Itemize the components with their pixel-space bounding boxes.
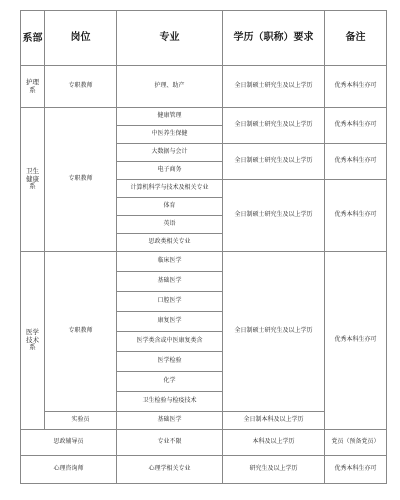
table-row <box>21 252 387 272</box>
remark-cell: 优秀本科生亦可 <box>325 252 387 430</box>
major-cell: 电子商务 <box>117 162 223 180</box>
education-cell: 全日制本科及以上学历 <box>223 412 325 430</box>
education-cell: 全日制硕士研究生及以上学历 <box>223 66 325 108</box>
header-dept: 系部 <box>21 11 45 66</box>
major-cell: 体育 <box>117 198 223 216</box>
position-cell: 心理咨询师 <box>21 456 117 484</box>
major-cell: 思政类相关专业 <box>117 234 223 252</box>
education-cell: 本科及以上学历 <box>223 430 325 456</box>
education-cell: 全日制硕士研究生及以上学历 <box>223 108 325 144</box>
dept-cell: 护理系 <box>21 66 45 108</box>
position-cell: 专职教师 <box>45 108 117 252</box>
major-cell: 基础医学 <box>117 272 223 292</box>
remark-cell: 优秀本科生亦可 <box>325 144 387 180</box>
remark-cell: 党员（预备党员） <box>325 430 387 456</box>
remark-cell: 优秀本科生亦可 <box>325 66 387 108</box>
table-row <box>21 456 387 484</box>
position-cell: 思政辅导员 <box>21 430 117 456</box>
major-cell: 医学检验 <box>117 352 223 372</box>
dept-cell: 医学技术系 <box>21 252 45 430</box>
major-cell: 化学 <box>117 372 223 392</box>
recruitment-table-wrapper <box>20 10 387 484</box>
position-cell: 实验员 <box>45 412 117 430</box>
major-cell: 专业不限 <box>117 430 223 456</box>
education-cell: 研究生及以上学历 <box>223 456 325 484</box>
header-education: 学历（职称）要求 <box>223 11 325 66</box>
major-cell: 口腔医学 <box>117 292 223 312</box>
major-cell: 康复医学 <box>117 312 223 332</box>
dept-cell: 卫生健康系 <box>21 108 45 252</box>
header-position: 岗位 <box>45 11 117 66</box>
header-major: 专业 <box>117 11 223 66</box>
major-cell: 心理学相关专业 <box>117 456 223 484</box>
major-cell: 健康管理 <box>117 108 223 126</box>
remark-cell: 优秀本科生亦可 <box>325 180 387 252</box>
table-row <box>21 430 387 456</box>
major-cell: 护理、助产 <box>117 66 223 108</box>
position-cell: 专职教师 <box>45 252 117 412</box>
remark-cell: 优秀本科生亦可 <box>325 456 387 484</box>
position-cell: 专职教师 <box>45 66 117 108</box>
major-cell: 计算机科学与技术及相关专业 <box>117 180 223 198</box>
header-row <box>21 11 387 66</box>
major-cell: 英语 <box>117 216 223 234</box>
major-cell: 卫生检验与检疫技术 <box>117 392 223 412</box>
education-cell: 全日制硕士研究生及以上学历 <box>223 252 325 412</box>
major-cell: 临床医学 <box>117 252 223 272</box>
education-cell: 全日制硕士研究生及以上学历 <box>223 180 325 252</box>
table-row <box>21 66 387 108</box>
table-row <box>21 108 387 126</box>
major-cell: 中医养生保健 <box>117 126 223 144</box>
recruitment-table <box>20 10 387 484</box>
remark-cell: 优秀本科生亦可 <box>325 108 387 144</box>
major-cell: 医学类含或中医康复类含 <box>117 332 223 352</box>
education-cell: 全日制硕士研究生及以上学历 <box>223 144 325 180</box>
major-cell: 大数据与会计 <box>117 144 223 162</box>
header-remark: 备注 <box>325 11 387 66</box>
major-cell: 基础医学 <box>117 412 223 430</box>
